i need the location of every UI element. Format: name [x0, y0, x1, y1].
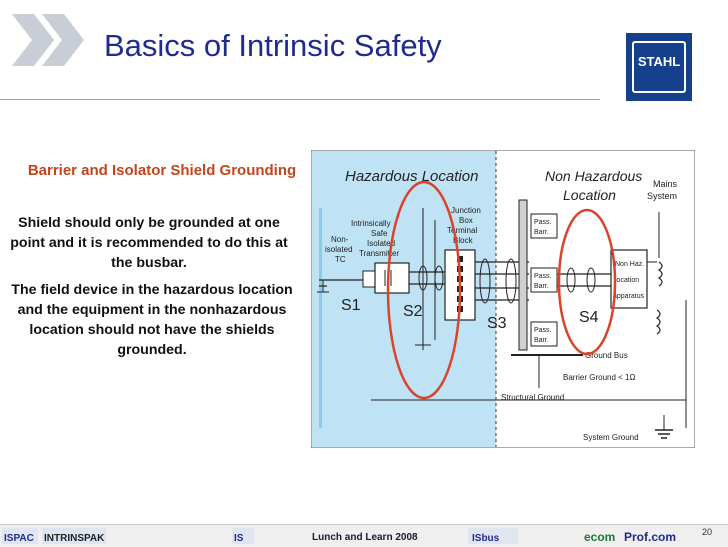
svg-text:Pass.: Pass. — [534, 327, 552, 334]
isbus-logo: ISbus — [472, 533, 500, 544]
svg-text:apparatus: apparatus — [613, 293, 645, 300]
shield-label-s1: S1 — [341, 297, 361, 314]
structural-ground-label: Structural Ground — [501, 393, 565, 402]
svg-text:Non Haz.: Non Haz. — [615, 261, 645, 268]
tc-sensor-icon — [363, 271, 375, 287]
svg-text:location: location — [615, 277, 640, 284]
paragraph-field-device: The field device in the hazardous location and the equipment in the nonhazardous location should not have the shields grounded. — [11, 282, 293, 358]
barrier-ground-label: Barrier Ground < 1Ω — [563, 373, 636, 382]
stahl-logo-text: STAHL — [637, 54, 681, 69]
svg-text:Pass.: Pass. — [534, 273, 552, 280]
svg-text:Box: Box — [459, 216, 473, 225]
svg-text:Junction: Junction — [451, 206, 481, 215]
profcom-logo: Prof.com — [624, 530, 677, 544]
shield-grounding-diagram — [311, 150, 695, 448]
ispac-logo: ISPAC — [4, 533, 34, 544]
svg-text:isolated: isolated — [325, 245, 353, 254]
svg-text:Terminal: Terminal — [447, 226, 478, 235]
non-hazardous-label-1: Non Hazardous — [545, 168, 643, 184]
svg-text:Intrinsically: Intrinsically — [351, 219, 391, 228]
svg-text:Barr.: Barr. — [534, 229, 549, 236]
ecom-logo: ecom — [584, 530, 616, 544]
mains-label-1: Mains — [653, 179, 678, 189]
intrinspak-logo: INTRINSPAK — [44, 533, 105, 544]
chevron-decoration-icon — [8, 10, 88, 75]
paragraph-busbar: Shield should only be grounded at one point and it is recommended to do this at the busbar. — [10, 215, 288, 271]
non-hazardous-label-2: Location — [563, 187, 616, 203]
transmitter-box — [375, 263, 409, 293]
svg-text:Transmitter: Transmitter — [359, 249, 400, 258]
system-ground-label: System Ground — [583, 433, 639, 442]
slide-title: Basics of Intrinsic Safety — [104, 28, 442, 63]
hazardous-location-label: Hazardous Location — [345, 168, 479, 185]
svg-text:Barr.: Barr. — [534, 283, 549, 290]
shield-label-s2: S2 — [403, 303, 423, 320]
svg-text:Non-: Non- — [331, 235, 349, 244]
page-number: 20 — [702, 527, 713, 537]
ground-bus-label: Ground Bus — [585, 351, 628, 360]
svg-text:TC: TC — [335, 255, 346, 264]
svg-text:Pass.: Pass. — [534, 219, 552, 226]
svg-text:Isolated: Isolated — [367, 239, 396, 248]
mains-label-2: System — [647, 191, 678, 201]
shield-label-s4: S4 — [579, 309, 599, 326]
text-panel — [10, 160, 298, 360]
footer-title: Lunch and Learn 2008 — [312, 532, 418, 543]
shield-label-s3: S3 — [487, 315, 507, 332]
title-divider — [0, 99, 600, 100]
stahl-logo — [626, 33, 692, 101]
section-heading: Barrier and Isolator Shield Grounding — [27, 162, 297, 179]
svg-text:Safe: Safe — [371, 229, 388, 238]
svg-text:Barr.: Barr. — [534, 337, 549, 344]
svg-text:IS: IS — [234, 533, 244, 544]
svg-text:Block: Block — [453, 236, 473, 245]
